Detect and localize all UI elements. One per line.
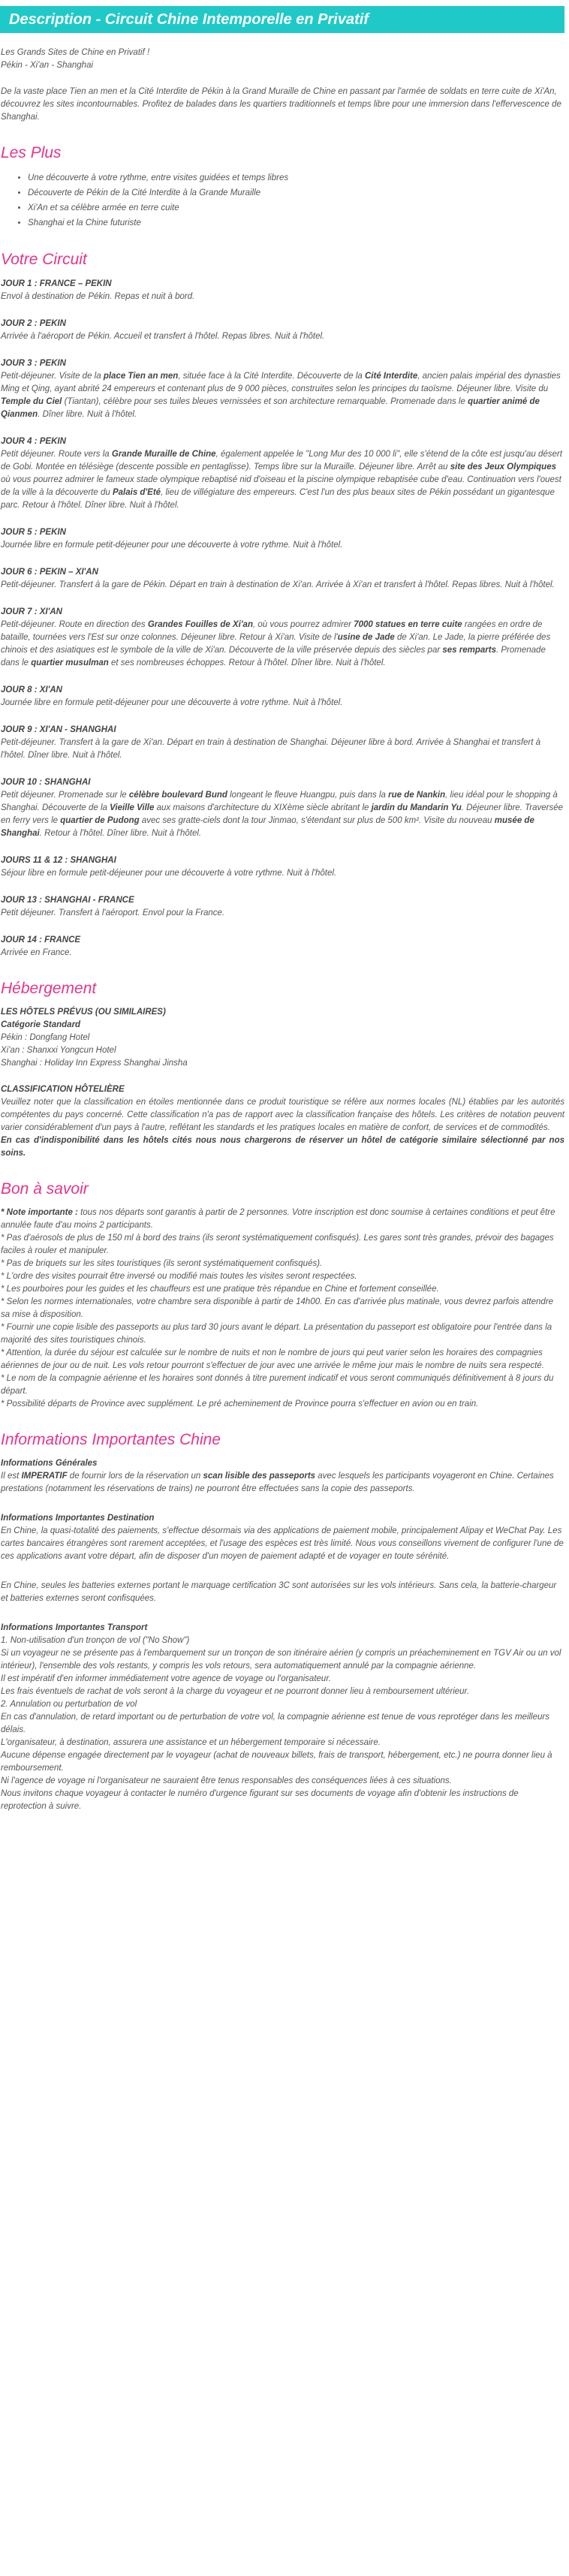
day-title: JOUR 14 : FRANCE <box>1 935 81 945</box>
note-item: * Possibilité départs de Province avec supplément. Le pré acheminement de Province pourra s'effectuer en avion ou en train. <box>1 1399 479 1409</box>
day-text: Petit-déjeuner. Transfert à la gare de Xi'an. Départ en train à destination de Shanghai. Déjeuner libre à bord. Arrivée à Shanghai et transfert à l'hôtel. Dîner libre. Nuit à l'hôtel. <box>1 738 541 760</box>
infos-batteries-text: En Chine, seules les batteries externes portant le marquage certification 3C sont autorisées sur les vols intérieurs. Sans cela, la batterie-chargeur et batteries externes seront confisquées. <box>1 1581 557 1603</box>
note-item: * Le nom de la compagnie aérienne et les horaires sont donnés à titre purement indicatif et vous seront communiqués définitivement à 8 jours du départ. <box>1 1374 554 1396</box>
section-title-infos: Informations Importantes Chine <box>1 1431 221 1448</box>
day-10 <box>1 776 564 840</box>
hotel-line: Xi'an : Shanxxi Yongcun Hotel <box>1 1046 116 1055</box>
note-item: * Selon les normes internationales, votre chambre sera disponible à partir de 14h00. En cas d'arrivée plus matinale, vous devrez parfois attendre sa mise à disposition. <box>1 1297 554 1319</box>
day-text: Journée libre en formule petit-déjeuner pour une découverte à votre rythme. Nuit à l'hôtel. <box>1 698 343 707</box>
infos-general <box>1 1457 564 1496</box>
day-text: Petit-déjeuner. Route en direction des Grandes Fouilles de Xi'an, où vous pourrez admirer 7000 statues en terre cuite rangées en ordre de bataille, tournées vers l'Est sur onze colonnes. Déjeuner libre. Retour à Xi'an. Visite de l'usine de Jade de Xi'an. Le Jade, la pierre préférée des chinois et des asiatiques est le symbole de la ville de Xi'an. Découverte de la ville préservée depuis des siècles par ses remparts. Promenade dans le quartier musulman et ses nombreuses échoppes. Retour à l'hôtel. Dîner libre. Nuit à l'hôtel. <box>1 620 551 667</box>
day-title: JOUR 6 : PEKIN – XI'AN <box>1 568 98 577</box>
transport-line: Il est impératif d'en informer immédiatement votre agence de voyage ou l'organisateur. <box>1 1674 331 1683</box>
day-title: JOUR 3 : PEKIN <box>1 359 66 368</box>
section-title-bon-a-savoir: Bon à savoir <box>1 1180 89 1198</box>
intro <box>1 47 564 72</box>
page-title: Description - Circuit Chine Intemporelle en Privatif <box>9 11 369 28</box>
day-text: Petit-déjeuner. Visite de la place Tien an men, située face à la Cité Interdite. Découverte de la Cité Interdite, ancien palais impérial des dynasties Ming et Qing, ayant abrité 24 empereurs et contenant plus de 9 000 pièces, construites selon les principes du taoïsme. Déjeuner libre. Visite du Temple du Ciel (Tiantan), célèbre pour ses tuiles bleues vernissées et son architecture remarquable. Promenade dans le quartier animé de Qianmen. Dîner libre. Nuit à l'hôtel. <box>1 372 561 419</box>
infos-general-text: Il est IMPERATIF de fournir lors de la réservation un scan lisible des passeports avec lesquels les participants voyageront en Chine. Certaines prestations (notamment les réservations de trains) ne pourront être effectuées sans la copie des passeports. <box>1 1472 554 1493</box>
hotel-line: Pékin : Dongfang Hotel <box>1 1033 90 1042</box>
day-title: JOUR 1 : FRANCE – PEKIN <box>1 279 112 288</box>
day-text: Journée libre en formule petit-déjeuner pour une découverte à votre rythme. Nuit à l'hôtel. <box>1 541 343 550</box>
day-text: Petit-déjeuner. Transfert à la gare de Pékin. Départ en train à destination de Xi'an. Arrivée à Xi'an et transfert à l'hôtel. Repas libres. Nuit à l'hôtel. <box>1 580 555 589</box>
classification-heading: CLASSIFICATION HÔTELIÈRE <box>1 1085 125 1094</box>
section-title-hebergement: Hébergement <box>1 980 97 997</box>
day-text: Envol à destination de Pékin. Repas et nuit à bord. <box>1 292 195 301</box>
section-title-plus: Les Plus <box>1 144 62 161</box>
day-9 <box>1 723 564 762</box>
transport-line: Si un voyageur ne se présente pas à l'embarquement sur un tronçon de son itinéraire aérien (y compris un préacheminement en TGV Air ou un vol intérieur), l'ensemble des vols restants, y compris les vols retours, sera automatiquement annulé par la compagnie aérienne. <box>1 1649 561 1671</box>
note-item: * Pas d'aérosols de plus de 150 ml à bord des trains (ils seront systématiquement confisqués). Les gares sont très grandes, prévoir des bagages faciles à rouler et manipuler. <box>1 1234 554 1255</box>
transport-line: Aucune dépense engagée directement par le voyageur (achat de nouveaux billets, frais de transport, hébergement, etc.) ne pourra donner lieu à remboursement. <box>1 1751 552 1773</box>
day-14 <box>1 933 564 960</box>
list-item: • Une découverte à votre rythme, entre visites guidées et temps libres <box>28 170 564 185</box>
day-text: Petit déjeuner. Transfert à l'aéroport. Envol pour la France. <box>1 908 225 917</box>
day-title: JOUR 10 : SHANGHAI <box>1 778 91 787</box>
day-text: Séjour libre en formule petit-déjeuner pour une découverte à votre rythme. Nuit à l'hôtel. <box>1 869 337 878</box>
day-title: JOUR 4 : PEKIN <box>1 437 66 446</box>
classification-text: Veuillez noter que la classification en étoiles mentionnée dans ce produit touristique se réfère aux normes locales (NL) établies par les autorités compétentes du pays concerné. Cette classification n'a pas de rapport avec la classification française des hôtels. Les critères de notation peuvent varier considérablement d'un pays à l'autre, reflétant les standards et les pratiques locales en matière de confort, de services et de commodités. <box>1 1098 564 1132</box>
infos-general-title: Informations Générales <box>1 1459 98 1468</box>
infos-transport <box>1 1622 564 1813</box>
day-7 <box>1 605 564 670</box>
bon-a-savoir-list <box>1 1207 564 1411</box>
list-item: • Xi'An et sa célèbre armée en terre cuite <box>28 200 564 215</box>
note-item: * Les pourboires pour les guides et les chauffeurs est une pratique très répandue en Chine et fortement conseillée. <box>1 1285 439 1294</box>
day-title: JOUR 5 : PEKIN <box>1 528 66 537</box>
transport-line: 1. Non-utilisation d'un tronçon de vol ("No Show") <box>1 1636 190 1645</box>
hotels-heading: LES HÔTELS PRÉVUS (OU SIMILAIRES) <box>1 1008 166 1017</box>
hotels-block <box>1 1006 564 1070</box>
day-1 <box>1 277 564 303</box>
note-item: * Note importante : tous nos départs sont garantis à partir de 2 personnes. Votre inscription est donc soumise à certaines conditions et peut être annulée faute d'au moins 2 participants. <box>1 1208 555 1230</box>
infos-destination <box>1 1512 564 1563</box>
infos-batteries <box>1 1580 564 1605</box>
intro-line-1: Les Grands Sites de Chine en Privatif ! <box>1 48 150 57</box>
hotel-line: Shanghai : Holiday Inn Express Shanghai Jinsha <box>1 1059 188 1068</box>
day-text: Arrivée en France. <box>1 948 72 957</box>
infos-destination-text: En Chine, la quasi-totalité des paiements, s'effectue désormais via des applications de paiement mobile, principalement Alipay et WeChat Pay. Les cartes bancaires étrangères sont rarement acceptées, et l'usage des espèces est très limité. Nous vous conseillons vivement de configurer l'une de ces applications avant votre départ, afin de disposer d'un moyen de paiement adapté et de voyager en toute sérénité. <box>1 1526 564 1561</box>
plus-list <box>1 170 564 230</box>
classification-note: En cas d'indisponibilité dans les hôtels cités nous nous chargerons de réserver un hôtel de catégorie similaire sélectionné par nos soins. <box>1 1136 564 1158</box>
transport-line: Ni l'agence de voyage ni l'organisateur ne sauraient être tenus responsables des conséquences liées à ces situations. <box>1 1776 452 1785</box>
note-item: * Pas de briquets sur les sites touristiques (ils seront systématiquement confisqués). <box>1 1259 323 1268</box>
day-text: Arrivée à l'aéroport de Pékin. Accueil et transfert à l'hôtel. Repas libres. Nuit à l'hôtel. <box>1 332 325 341</box>
day-5 <box>1 526 564 552</box>
transport-line: Nous invitons chaque voyageur à contacter le numéro d'urgence figurant sur ses documents de voyage afin d'obtenir les instructions de reprotection à suivre. <box>1 1789 519 1811</box>
infos-transport-title: Informations Importantes Transport <box>1 1623 148 1632</box>
content <box>0 47 564 1813</box>
note-item: * L'ordre des visites pourrait être inversé ou modifié mais toutes les visites seront respectées. <box>1 1272 357 1281</box>
day-8 <box>1 683 564 710</box>
section-title-circuit: Votre Circuit <box>1 251 87 268</box>
day-title: JOUR 8 : XI'AN <box>1 685 62 694</box>
day-4 <box>1 435 564 512</box>
transport-line: En cas d'annulation, de retard important ou de perturbation de votre vol, la compagnie aérienne est tenue de vous reprotéger dans les meilleurs délais. <box>1 1713 549 1734</box>
day-title: JOUR 9 : XI'AN - SHANGHAI <box>1 725 116 734</box>
day-2 <box>1 317 564 343</box>
day-title: JOURS 11 & 12 : SHANGHAI <box>1 856 116 865</box>
note-item: * Attention, la durée du séjour est calculée sur le nombre de nuits et non le nombre de jours qui peut varier selon les horaires des compagnies aériennes de jour ou de nuit. Les vols retour pourront s'effectuer de jour avec une arrivée le même jour mais le nombre de nuits sera respecté. <box>1 1348 544 1370</box>
intro-line-2: Pékin - Xi'an - Shanghai <box>1 61 94 70</box>
day-11-12 <box>1 854 564 880</box>
transport-line: 2. Annulation ou perturbation de vol <box>1 1700 137 1709</box>
hotels-category: Catégorie Standard <box>1 1020 81 1029</box>
transport-line: Les frais éventuels de rachat de vols seront à la charge du voyageur et ne pourront donner lieu à remboursement ultérieur. <box>1 1687 470 1696</box>
list-item: • Découverte de Pékin de la Cité Interdite à la Grande Muraille <box>28 185 564 200</box>
page-title-banner <box>0 6 564 33</box>
day-title: JOUR 13 : SHANGHAI - FRANCE <box>1 896 134 905</box>
infos-block <box>1 1457 564 1813</box>
day-title: JOUR 7 : XI'AN <box>1 607 62 616</box>
infos-destination-title: Informations Importantes Destination <box>1 1514 155 1523</box>
note-item: * Fournir une copie lisible des passeports au plus tard 30 jours avant le départ. La présentation du passeport est obligatoire pour l'entrée dans la majorité des sites touristiques chinois. <box>1 1323 552 1345</box>
day-13 <box>1 893 564 920</box>
day-3 <box>1 357 564 421</box>
day-title: JOUR 2 : PEKIN <box>1 319 66 328</box>
day-text: Petit déjeuner. Route vers la Grande Muraille de Chine, également appelée le "Long Mur des 10 000 li", elle s'étend de la côte est jusqu'au désert de Gobi. Montée en télésiège (descente possible en pentaglisse). Temps libre sur la Muraille. Déjeuner libre. Arrêt au site des Jeux Olympiques où vous pourrez admirer le fameux stade olympique rebaptisé nid d'oiseau et la piscine olympique rebaptisée cube d'eau. Continuation vers l'ouest de la ville à la découverte du Palais d'Eté, lieu de villégiature des empereurs. C'est l'un des plus beaux sites de Pékin possédant un gigantesque parc. Retour à l'hôtel. Dîner libre. Nuit à l'hôtel. <box>1 450 562 510</box>
day-text: Petit déjeuner. Promenade sur le célèbre boulevard Bund longeant le fleuve Huangpu, puis dans la rue de Nankin, lieu idéal pour le shopping à Shanghai. Découverte de la Vieille Ville aux maisons d'architecture du XIXème siècle abritant le jardin du Mandarin Yu. Déjeuner libre. Traversée en ferry vers le quartier de Pudong avec ses gratte-ciels dont la tour Jinmao, s'étendant sur plus de 500 km². Visite du nouveau musée de Shanghai. Retour à l'hôtel. Dîner libre. Nuit à l'hôtel. <box>1 791 564 838</box>
transport-line: L'organisateur, à destination, assurera une assistance et un hébergement temporaire si nécessaire. <box>1 1738 381 1747</box>
intro-paragraph: De la vaste place Tien an men et la Cité Interdite de Pékin à la Grand Muraille de Chine en passant par l'armée de soldats en terre cuite de Xi'An, découvrez les sites incontournables. Profitez de balades dans les quartiers traditionnels et temps libre pour une immersion dans l'effervescence de Shanghai. <box>1 87 561 122</box>
list-item: • Shanghai et la Chine futuriste <box>28 215 564 230</box>
classification-block <box>1 1083 564 1160</box>
day-6 <box>1 565 564 592</box>
